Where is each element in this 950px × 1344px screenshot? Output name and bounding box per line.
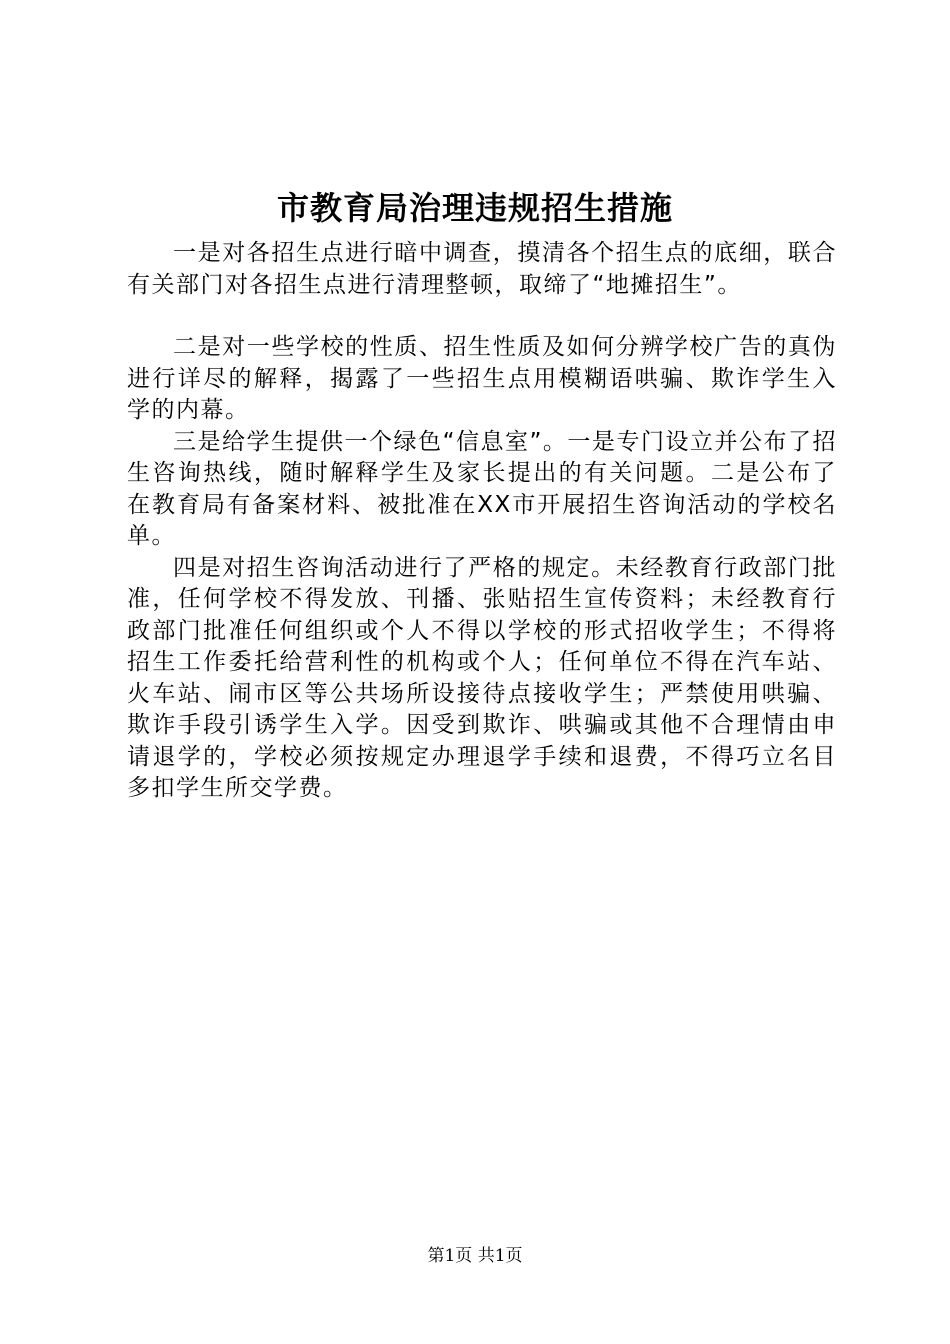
document-title: 市教育局治理违规招生措施 (276, 189, 673, 227)
paragraph-2: 二是对一些学校的性质、招生性质及如何分辨学校广告的真伪进行详尽的解释，揭露了一些招生点用模糊语哄骗、欺诈学生入学的内幕。 (127, 334, 837, 423)
document-body (127, 238, 837, 805)
paragraph-1: 一是对各招生点进行暗中调查，摸清各个招生点的底细，联合有关部门对各招生点进行清理整顿，取缔了“地摊招生”。 (127, 240, 837, 298)
paragraph-3: 三是给学生提供一个绿色“信息室”。一是专门设立并公布了招生咨询热线，随时解释学生及家长提出的有关问题。二是公布了在教育局有备案材料、被批准在XX市开展招生咨询活动的学校名单。 (127, 428, 837, 549)
paragraph-4: 四是对招生咨询活动进行了严格的规定。未经教育行政部门批准，任何学校不得发放、刊播、张贴招生宣传资料；未经教育行政部门批准任何组织或个人不得以学校的形式招收学生；不得将招生工作委托给营利性的机构或个人；任何单位不得在汽车站、火车站、闹市区等公共场所设接待点接收学生；严禁使用哄骗、欺诈手段引诱学生入学。因受到欺诈、哄骗或其他不合理情由申请退学的，学校必须按规定办理退学手续和退费，不得巧立名目多扣学生所交学费。 (127, 554, 837, 801)
page-footer: 第1页 共1页 (427, 1246, 523, 1266)
